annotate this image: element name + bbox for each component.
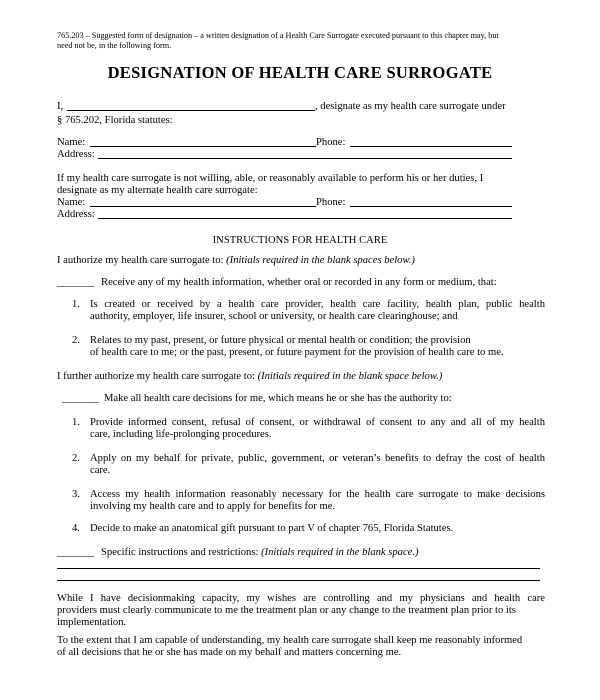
further-authorize-text: I further authorize my health care surrogate to: — [57, 371, 258, 382]
receive-text: Receive any of my health information, whether oral or recorded in any form or medium, that: — [101, 277, 497, 288]
decision-item-3-number: 3. — [72, 489, 80, 500]
designation-suffix: , designate as my health care surrogate under — [315, 101, 506, 112]
decision-item-1-line-1: Provide informed consent, refusal of consent, or withdrawal of consent to any and all of my health — [90, 417, 545, 428]
surrogate-name-field[interactable] — [90, 146, 316, 147]
alternate-address-field[interactable] — [98, 218, 512, 219]
designation-prefix: I, — [57, 101, 64, 112]
page-title: DESIGNATION OF HEALTH CARE SURROGATE — [107, 63, 493, 82]
instructions-heading: INSTRUCTIONS FOR HEALTH CARE — [212, 235, 388, 246]
surrogate-phone-label: Phone: — [316, 137, 346, 148]
receive-initials-blank[interactable]: _______ — [57, 277, 95, 288]
alternate-phone-field[interactable] — [350, 206, 512, 207]
specific-note: (Initials required in the blank space.) — [261, 547, 419, 558]
capacity-line-3: implementation. — [57, 617, 127, 628]
decisions-text: Make all health care decisions for me, which means he or she has the authority to: — [104, 393, 452, 404]
decisions-initials-blank[interactable]: _______ — [62, 393, 100, 404]
statute-note-line-2: need not be, in the following form. — [57, 41, 172, 50]
authorize-note: (Initials required in the blank spaces below.) — [226, 255, 415, 266]
further-authorize-statement — [57, 370, 442, 383]
surrogate-address-label: Address: — [57, 149, 95, 160]
decision-item-4-number: 4. — [72, 523, 80, 534]
capacity-line-2: providers must clearly communicate to me the treatment plan or any change to the treatment plan prior to its — [57, 605, 516, 616]
alternate-text-line-1: If my health care surrogate is not willing, able, or reasonably available to perform his or her duties, I — [57, 173, 484, 184]
principal-name-blank[interactable] — [67, 110, 315, 111]
info-item-1-line-1: Is created or received by a health care provider, health care facility, health plan, public health — [90, 299, 545, 310]
decision-item-3-line-2: involving my health care and to apply for benefits for me. — [90, 501, 336, 512]
alternate-text-line-2: designate as my alternate health care surrogate: — [57, 185, 258, 196]
info-item-1-number: 1. — [72, 299, 80, 310]
specific-text: Specific instructions and restrictions: — [101, 547, 262, 558]
designation-statute: § 765.202, Florida statutes: — [57, 115, 173, 126]
further-authorize-note: (Initials required in the blank space below.) — [257, 371, 443, 382]
statute-note-line-1: 765.203 – Suggested form of designation – a written designation of a Health Care Surrogate executed pursuant to this chapter may, but — [57, 31, 499, 40]
alternate-phone-label: Phone: — [316, 197, 346, 208]
specific-instructions-line-2[interactable] — [57, 580, 540, 581]
info-item-2-number: 2. — [72, 335, 80, 346]
info-item-1-line-2: authority, employer, life insurer, school or university, or health care clearinghouse; and — [90, 311, 458, 322]
info-item-2-line-2: of health care to me; or the past, present, or future payment for the provision of health care to me. — [90, 347, 504, 358]
alternate-address-label: Address: — [57, 209, 95, 220]
informed-line-2: of all decisions that he or she has made on my behalf and matters concerning me. — [57, 647, 402, 658]
decision-item-2-number: 2. — [72, 453, 80, 464]
surrogate-phone-field[interactable] — [350, 146, 512, 147]
info-item-2-line-1: Relates to my past, present, or future physical or mental health or condition; the provision — [90, 335, 471, 346]
decision-item-2-line-1: Apply on my behalf for private, public, government, or veteran’s benefits to defray the cost of health — [90, 453, 545, 464]
authorize-statement — [57, 254, 415, 267]
decision-item-4-line-1: Decide to make an anatomical gift pursuant to part V of chapter 765, Florida Statutes. — [90, 523, 454, 534]
alternate-name-field[interactable] — [90, 206, 316, 207]
decision-item-1-line-2: care, including life-prolonging procedures. — [90, 429, 272, 440]
capacity-line-1: While I have decisionmaking capacity, my wishes are controlling and my physicians and health care — [57, 593, 545, 604]
specific-statement — [101, 546, 419, 559]
surrogate-address-field[interactable] — [98, 158, 512, 159]
alternate-name-label: Name: — [57, 197, 86, 208]
decision-item-3-line-1: Access my health information reasonably necessary for the health care surrogate to make decisions — [90, 489, 545, 500]
specific-instructions-line-1[interactable] — [57, 568, 540, 569]
decision-item-2-line-2: care. — [90, 465, 111, 476]
informed-line-1: To the extent that I am capable of understanding, my health care surrogate shall keep me reasonably informed — [57, 635, 523, 646]
decision-item-1-number: 1. — [72, 417, 80, 428]
authorize-text: I authorize my health care surrogate to: — [57, 255, 227, 266]
specific-initials-blank[interactable]: _______ — [57, 547, 95, 558]
surrogate-name-label: Name: — [57, 137, 86, 148]
